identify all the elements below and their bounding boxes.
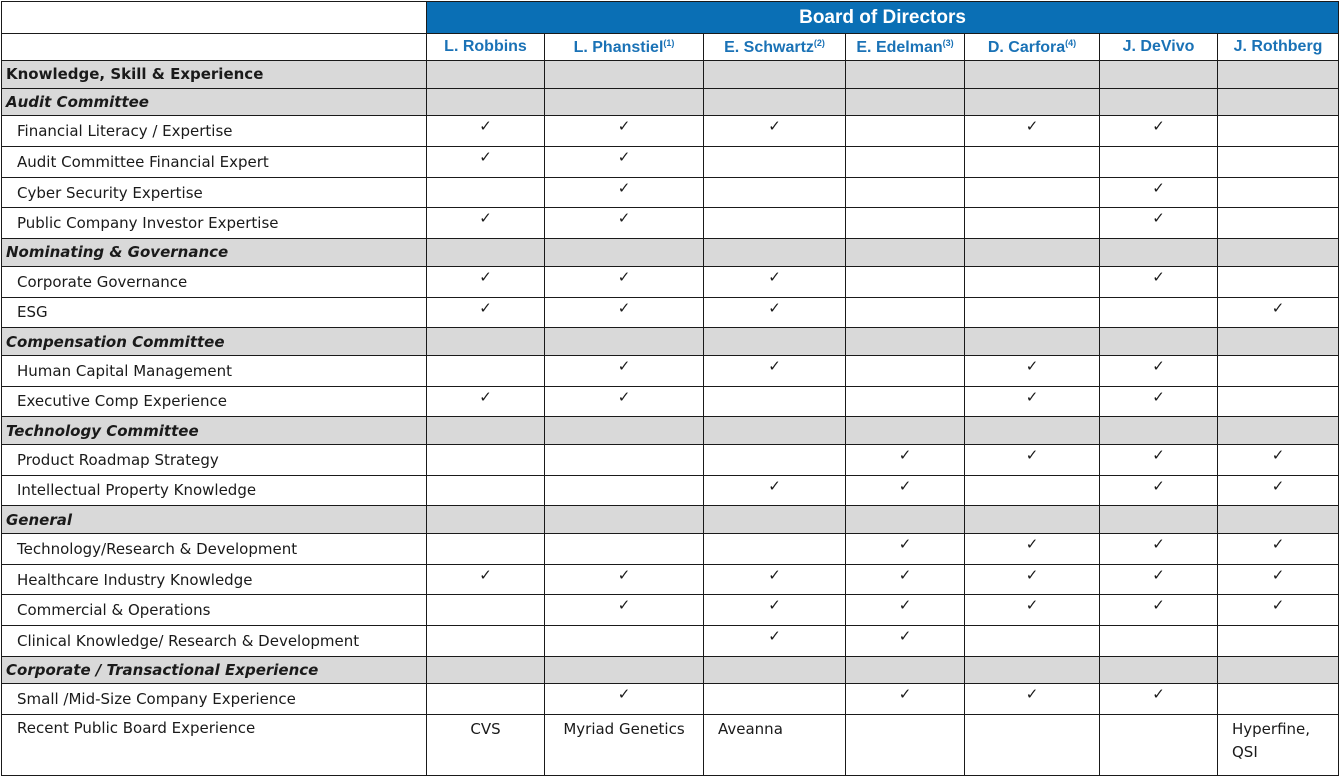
checkmark-icon: ✓ [965, 116, 1100, 147]
board-experience-value: Hyperfine, QSI [1218, 715, 1339, 776]
empty-cell [427, 626, 545, 657]
checkmark-icon: ✓ [1218, 444, 1339, 475]
empty-cell [846, 297, 965, 328]
skill-row [2, 595, 1339, 626]
header-blank-cell [965, 417, 1100, 445]
checkmark-icon: ✓ [1100, 208, 1218, 239]
checkmark-icon: ✓ [846, 444, 965, 475]
header-blank-cell [1100, 506, 1218, 534]
skill-label: Cyber Security Expertise [2, 177, 427, 208]
checkmark-icon: ✓ [846, 626, 965, 657]
empty-cell [846, 266, 965, 297]
skill-row [2, 177, 1339, 208]
header-blank-cell [846, 506, 965, 534]
checkmark-icon: ✓ [704, 595, 846, 626]
board-title: Board of Directors [427, 2, 1339, 34]
checkmark-icon: ✓ [1218, 534, 1339, 565]
empty-cell [846, 355, 965, 386]
checkmark-icon: ✓ [965, 684, 1100, 715]
director-name: J. DeVivo [1122, 38, 1195, 55]
empty-cell [704, 208, 846, 239]
header-blank-cell [427, 328, 545, 356]
checkmark-icon: ✓ [1100, 564, 1218, 595]
empty-cell [965, 475, 1100, 506]
skill-label: Financial Literacy / Expertise [2, 116, 427, 147]
skill-label: Intellectual Property Knowledge [2, 475, 427, 506]
checkmark-icon: ✓ [1100, 177, 1218, 208]
header-blank-cell [1218, 328, 1339, 356]
checkmark-icon: ✓ [704, 564, 846, 595]
empty-cell [1218, 626, 1339, 657]
header-blank-cell [965, 328, 1100, 356]
section-title: Corporate / Transactional Experience [2, 656, 427, 684]
checkmark-icon: ✓ [1100, 444, 1218, 475]
blank-corner-cell [2, 2, 427, 34]
header-blank-cell [1218, 417, 1339, 445]
header-blank-cell [427, 88, 545, 116]
header-blank-cell [704, 61, 846, 89]
checkmark-icon: ✓ [846, 564, 965, 595]
checkmark-icon: ✓ [545, 266, 704, 297]
header-blank-cell [704, 88, 846, 116]
empty-cell [846, 177, 965, 208]
board-experience-row [2, 715, 1339, 776]
section-title: Technology Committee [2, 417, 427, 445]
section-title: General [2, 506, 427, 534]
section-header-row [2, 656, 1339, 684]
checkmark-icon: ✓ [1100, 534, 1218, 565]
empty-cell [704, 444, 846, 475]
checkmark-icon: ✓ [1100, 684, 1218, 715]
skill-row [2, 266, 1339, 297]
header-blank-cell [1100, 61, 1218, 89]
empty-cell [704, 177, 846, 208]
checkmark-icon: ✓ [427, 564, 545, 595]
checkmark-icon: ✓ [846, 475, 965, 506]
director-name: L. Phanstiel [573, 38, 664, 56]
board-experience-value [846, 715, 965, 776]
checkmark-icon: ✓ [545, 684, 704, 715]
header-blank-cell [1100, 239, 1218, 267]
skill-row [2, 355, 1339, 386]
skill-row [2, 297, 1339, 328]
skill-label: Small /Mid-Size Company Experience [2, 684, 427, 715]
checkmark-icon: ✓ [1218, 595, 1339, 626]
header-blank-cell [704, 239, 846, 267]
checkmark-icon: ✓ [704, 116, 846, 147]
header-blank-cell [704, 506, 846, 534]
board-experience-value: Aveanna [704, 715, 846, 776]
empty-cell [1218, 116, 1339, 147]
director-name-cell [1100, 34, 1218, 61]
checkmark-icon: ✓ [427, 208, 545, 239]
empty-cell [545, 534, 704, 565]
section-header-row [2, 506, 1339, 534]
header-blank-cell [965, 61, 1100, 89]
empty-cell [1218, 177, 1339, 208]
empty-cell [545, 444, 704, 475]
checkmark-icon: ✓ [545, 595, 704, 626]
checkmark-icon: ✓ [545, 208, 704, 239]
empty-cell [1218, 355, 1339, 386]
empty-cell [427, 595, 545, 626]
checkmark-icon: ✓ [545, 116, 704, 147]
skill-label: Clinical Knowledge/ Research & Development [2, 626, 427, 657]
checkmark-icon: ✓ [545, 355, 704, 386]
checkmark-icon: ✓ [704, 475, 846, 506]
checkmark-icon: ✓ [1218, 564, 1339, 595]
checkmark-icon: ✓ [965, 355, 1100, 386]
header-blank-cell [1218, 88, 1339, 116]
board-experience-value: Myriad Genetics [545, 715, 704, 776]
section-header-row [2, 61, 1339, 89]
director-footnote: (2) [813, 37, 825, 48]
director-names-row [2, 34, 1339, 61]
director-footnote: (1) [663, 37, 675, 48]
header-blank-cell [427, 239, 545, 267]
header-blank-cell [545, 506, 704, 534]
header-blank-cell [1100, 656, 1218, 684]
empty-cell [1218, 386, 1339, 417]
skill-label: ESG [2, 297, 427, 328]
skill-row [2, 534, 1339, 565]
header-blank-cell [965, 239, 1100, 267]
header-blank-cell [846, 328, 965, 356]
empty-cell [427, 355, 545, 386]
empty-cell [1100, 626, 1218, 657]
empty-cell [1218, 684, 1339, 715]
empty-cell [965, 177, 1100, 208]
empty-cell [545, 475, 704, 506]
header-blank-cell [1218, 239, 1339, 267]
director-footnote: (4) [1065, 37, 1077, 48]
header-blank-cell [965, 656, 1100, 684]
header-blank-cell [1218, 656, 1339, 684]
skill-label: Commercial & Operations [2, 595, 427, 626]
empty-cell [1218, 208, 1339, 239]
empty-cell [427, 684, 545, 715]
header-blank-cell [427, 506, 545, 534]
checkmark-icon: ✓ [965, 534, 1100, 565]
empty-cell [1218, 147, 1339, 178]
header-blank-cell [545, 417, 704, 445]
skill-label: Healthcare Industry Knowledge [2, 564, 427, 595]
header-blank-cell [704, 328, 846, 356]
board-skills-matrix [1, 1, 1339, 776]
empty-cell [965, 626, 1100, 657]
skill-label: Corporate Governance [2, 266, 427, 297]
empty-cell [965, 208, 1100, 239]
header-blank-cell [545, 88, 704, 116]
section-header-row [2, 417, 1339, 445]
empty-cell [965, 297, 1100, 328]
director-name: L. Robbins [444, 38, 527, 55]
header-blank-cell [704, 656, 846, 684]
header-blank-cell [846, 88, 965, 116]
skill-row [2, 444, 1339, 475]
empty-cell [1100, 297, 1218, 328]
checkmark-icon: ✓ [427, 116, 545, 147]
checkmark-icon: ✓ [1100, 116, 1218, 147]
header-blank-cell [1100, 417, 1218, 445]
skill-label: Public Company Investor Expertise [2, 208, 427, 239]
empty-cell [1100, 147, 1218, 178]
checkmark-icon: ✓ [704, 626, 846, 657]
director-name: E. Edelman [856, 38, 943, 56]
empty-cell [965, 266, 1100, 297]
checkmark-icon: ✓ [1218, 475, 1339, 506]
board-experience-value [965, 715, 1100, 776]
checkmark-icon: ✓ [1100, 475, 1218, 506]
checkmark-icon: ✓ [427, 147, 545, 178]
skill-row [2, 626, 1339, 657]
checkmark-icon: ✓ [427, 266, 545, 297]
empty-cell [704, 684, 846, 715]
section-title: Compensation Committee [2, 328, 427, 356]
checkmark-icon: ✓ [545, 177, 704, 208]
header-blank-cell [1100, 328, 1218, 356]
title-row [2, 2, 1339, 34]
empty-cell [545, 626, 704, 657]
empty-cell [846, 116, 965, 147]
checkmark-icon: ✓ [965, 386, 1100, 417]
checkmark-icon: ✓ [1100, 386, 1218, 417]
checkmark-icon: ✓ [427, 297, 545, 328]
director-name-cell [1218, 34, 1339, 61]
skill-label: Human Capital Management [2, 355, 427, 386]
header-blank-cell [846, 656, 965, 684]
header-blank-cell [427, 656, 545, 684]
checkmark-icon: ✓ [704, 297, 846, 328]
director-name-cell [704, 34, 846, 61]
director-name-cell [427, 34, 545, 61]
empty-cell [427, 177, 545, 208]
checkmark-icon: ✓ [1100, 595, 1218, 626]
checkmark-icon: ✓ [545, 297, 704, 328]
header-blank-cell [846, 239, 965, 267]
empty-cell [427, 444, 545, 475]
header-blank-cell [846, 417, 965, 445]
empty-cell [846, 147, 965, 178]
header-blank-cell [545, 239, 704, 267]
checkmark-icon: ✓ [545, 386, 704, 417]
header-blank-cell [427, 61, 545, 89]
skill-row [2, 208, 1339, 239]
director-name: J. Rothberg [1233, 38, 1323, 55]
empty-cell [704, 147, 846, 178]
header-blank-cell [846, 61, 965, 89]
checkmark-icon: ✓ [846, 534, 965, 565]
checkmark-icon: ✓ [545, 147, 704, 178]
header-blank-cell [1218, 61, 1339, 89]
checkmark-icon: ✓ [704, 266, 846, 297]
empty-cell [704, 534, 846, 565]
checkmark-icon: ✓ [545, 564, 704, 595]
blank-label-cell [2, 34, 427, 61]
header-blank-cell [427, 417, 545, 445]
empty-cell [704, 386, 846, 417]
checkmark-icon: ✓ [704, 355, 846, 386]
empty-cell [427, 534, 545, 565]
checkmark-icon: ✓ [1100, 266, 1218, 297]
header-blank-cell [545, 656, 704, 684]
checkmark-icon: ✓ [1100, 355, 1218, 386]
checkmark-icon: ✓ [965, 564, 1100, 595]
empty-cell [846, 208, 965, 239]
header-blank-cell [545, 61, 704, 89]
board-experience-label: Recent Public Board Experience [2, 715, 427, 776]
checkmark-icon: ✓ [965, 595, 1100, 626]
skill-row [2, 475, 1339, 506]
checkmark-icon: ✓ [965, 444, 1100, 475]
skill-row [2, 147, 1339, 178]
director-footnote: (3) [942, 37, 954, 48]
section-title: Nominating & Governance [2, 239, 427, 267]
section-header-row [2, 88, 1339, 116]
skill-row [2, 116, 1339, 147]
skill-label: Audit Committee Financial Expert [2, 147, 427, 178]
checkmark-icon: ✓ [846, 684, 965, 715]
skill-label: Executive Comp Experience [2, 386, 427, 417]
empty-cell [965, 147, 1100, 178]
header-blank-cell [1218, 506, 1339, 534]
director-name-cell [545, 34, 704, 61]
skill-row [2, 564, 1339, 595]
checkmark-icon: ✓ [427, 386, 545, 417]
section-header-row [2, 328, 1339, 356]
director-name: E. Schwartz [724, 38, 814, 56]
section-title: Audit Committee [2, 88, 427, 116]
skill-row [2, 684, 1339, 715]
header-blank-cell [965, 88, 1100, 116]
header-blank-cell [1100, 88, 1218, 116]
skill-row [2, 386, 1339, 417]
header-blank-cell [545, 328, 704, 356]
director-name: D. Carfora [987, 38, 1066, 56]
board-experience-value: CVS [427, 715, 545, 776]
empty-cell [846, 386, 965, 417]
board-experience-value [1100, 715, 1218, 776]
skill-label: Technology/Research & Development [2, 534, 427, 565]
header-blank-cell [965, 506, 1100, 534]
section-header-row [2, 239, 1339, 267]
checkmark-icon: ✓ [846, 595, 965, 626]
header-blank-cell [704, 417, 846, 445]
top-header-label: Knowledge, Skill & Experience [2, 61, 427, 89]
empty-cell [427, 475, 545, 506]
empty-cell [1218, 266, 1339, 297]
skill-label: Product Roadmap Strategy [2, 444, 427, 475]
director-name-cell [965, 34, 1100, 61]
director-name-cell [846, 34, 965, 61]
checkmark-icon: ✓ [1218, 297, 1339, 328]
